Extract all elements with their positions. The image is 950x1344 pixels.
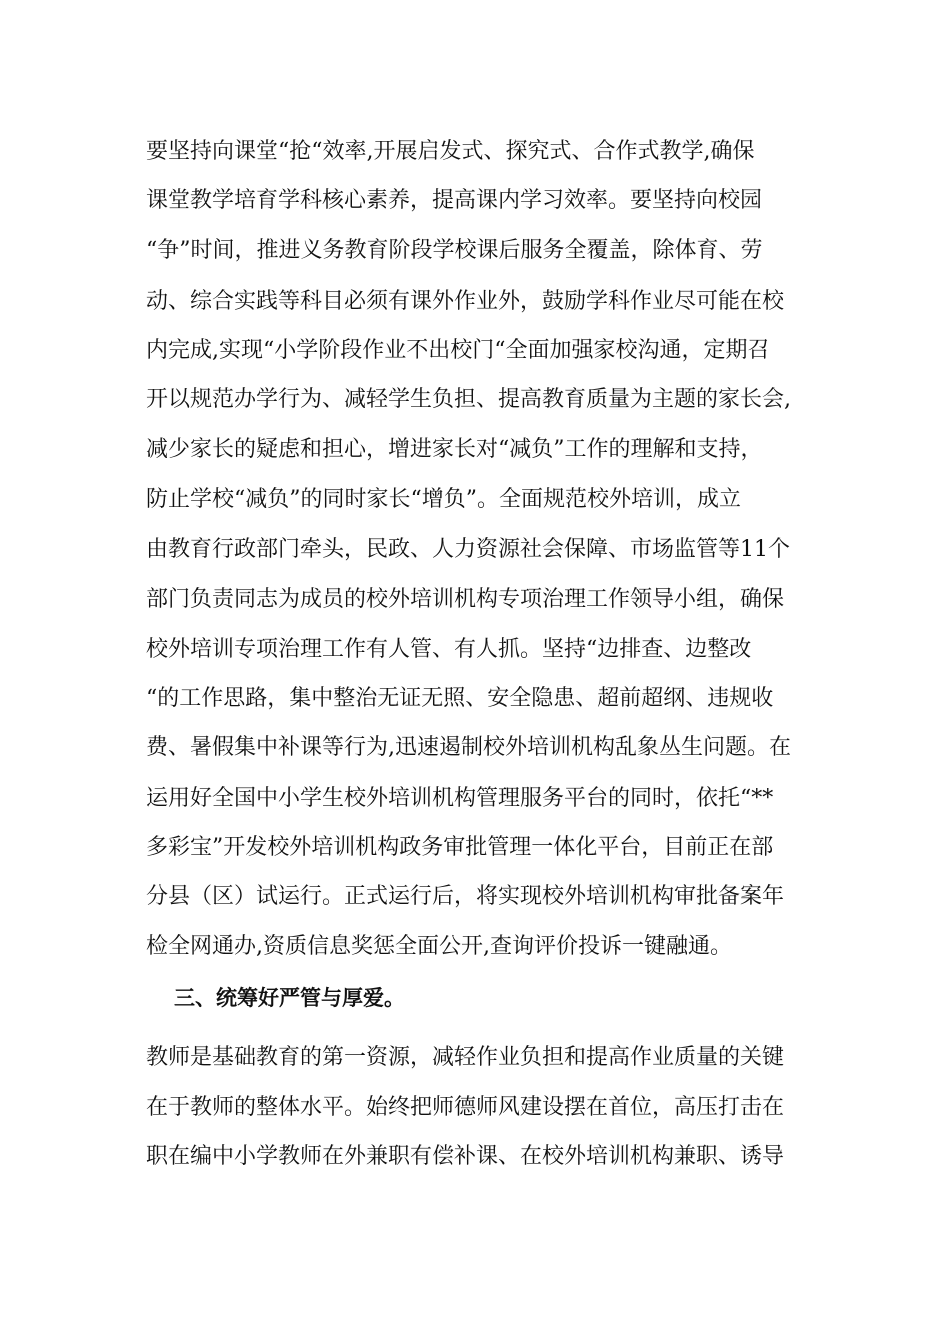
section-heading: 三、统筹好严管与厚爱。 xyxy=(174,986,405,1010)
paragraph-2-line: 在于教师的整体水平。始终把师德师风建设摆在首位，高压打击在 xyxy=(146,1095,785,1120)
paragraph-1-line: 费、暑假集中补课等行为,迅速遏制校外培训机构乱象丛生问题。在 xyxy=(146,735,791,760)
paragraph-1-line: 动、综合实践等科目必须有课外作业外，鼓励学科作业尽可能在校 xyxy=(146,289,785,314)
paragraph-1-line: 运用好全国中小学生校外培训机构管理服务平台的同时，依托“** xyxy=(146,786,774,811)
paragraph-1-line: 要坚持向课堂“抢“效率,开展启发式、探究式、合作式教学,确保 xyxy=(146,139,755,164)
paragraph-1-line: “的工作思路，集中整治无证无照、安全隐患、超前超纲、违规收 xyxy=(146,686,774,711)
paragraph-2-line: 教师是基础教育的第一资源，减轻作业负担和提高作业质量的关键 xyxy=(146,1045,785,1070)
paragraph-2-line: 职在编中小学教师在外兼职有偿补课、在校外培训机构兼职、诱导 xyxy=(146,1144,785,1169)
paragraph-1-line: 课堂教学培育学科核心素养，提高课内学习效率。要坚持向校园 xyxy=(146,188,763,213)
paragraph-1-line: 内完成,实现“小学阶段作业不出校门“全面加强家校沟通，定期召 xyxy=(146,338,770,363)
paragraph-1-line: 由教育行政部门牵头，民政、人力资源社会保障、市场监管等11个 xyxy=(146,537,790,562)
paragraph-1-line: 开以规范办学行为、减轻学生负担、提高教育质量为主题的家长会, xyxy=(146,387,791,412)
paragraph-1-line: 部门负责同志为成员的校外培训机构专项治理工作领导小组，确保 xyxy=(146,587,785,612)
paragraph-1-line: 校外培训专项治理工作有人管、有人抓。坚持“边排查、边整改 xyxy=(146,637,752,662)
paragraph-1-line: “争”时间，推进义务教育阶段学校课后服务全覆盖，除体育、劳 xyxy=(146,238,763,263)
paragraph-1-line: 检全网通办,资质信息奖惩全面公开,查询评价投诉一键融通。 xyxy=(146,934,732,959)
paragraph-1-line: 减少家长的疑虑和担心，增进家长对“减负”工作的理解和支持， xyxy=(146,437,763,462)
paragraph-1-line: 分县（区）试运行。正式运行后，将实现校外培训机构审批备案年 xyxy=(146,884,785,909)
paragraph-1-line: 多彩宝”开发校外培训机构政务审批管理一体化平台，目前正在部 xyxy=(146,835,774,860)
paragraph-1-line: 防止学校“减负”的同时家长“增负”。全面规范校外培训，成立 xyxy=(146,487,741,512)
